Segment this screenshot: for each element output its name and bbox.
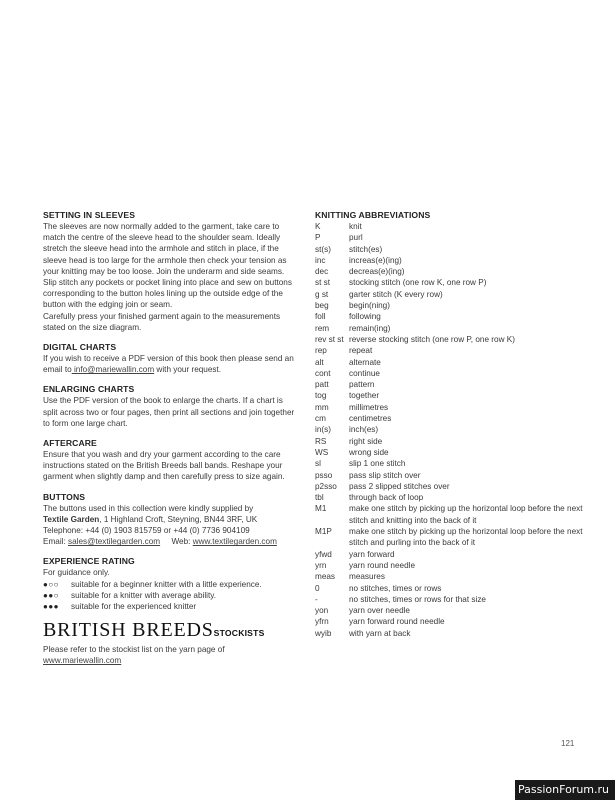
abbreviation-meaning: decreas(e)(ing) [349, 267, 405, 277]
text-line: stated on the size diagram. [43, 322, 142, 332]
abbreviation-row [315, 436, 590, 447]
text-line: instructions stated on the British Breeds ball bands. Reshape your [43, 461, 283, 471]
abbreviation-term: rep [315, 346, 327, 356]
abbreviation-term: tbl [315, 493, 324, 503]
section-heading: ENLARGING CHARTS [43, 384, 135, 395]
abbreviation-row [315, 447, 590, 458]
abbreviations-table [315, 221, 590, 639]
text-line: email to [43, 365, 72, 375]
rating-text: suitable for the experienced knitter [71, 602, 197, 612]
abbreviation-term: foll [315, 312, 326, 322]
abbreviation-row [315, 594, 590, 605]
supplier-address: , 1 Highland Croft, Steyning, BN44 3RF, UK [99, 514, 258, 524]
abbreviation-row [315, 583, 590, 594]
email-label: Email: [43, 537, 69, 547]
abbreviation-term: wyib [315, 628, 332, 638]
abbreviation-term: patt [315, 380, 329, 390]
abbreviation-row [315, 334, 590, 345]
text-line: Please refer to the stockist list on the yarn page of [43, 644, 225, 654]
abbreviation-meaning: make one stitch by picking up the horizontal loop before the next stitch and purling into the back of it [349, 527, 583, 548]
abbreviation-meaning: increas(e)(ing) [349, 255, 402, 265]
right-column [315, 210, 590, 639]
abbreviation-row [315, 458, 590, 469]
abbreviation-meaning: inch(es) [349, 425, 379, 435]
abbreviation-term: - [315, 594, 318, 604]
supplier-web-link[interactable]: www.textilegarden.com [192, 537, 277, 547]
abbreviation-row [315, 503, 590, 526]
rating-row [43, 579, 305, 590]
abbreviation-meaning: alternate [349, 357, 381, 367]
rating-dots-icon: ●●○ [43, 591, 59, 601]
stockists-text [43, 644, 305, 666]
abbreviation-row [315, 481, 590, 492]
digital-text [43, 353, 305, 375]
rating-dots-icon: ●●● [43, 602, 59, 612]
abbreviation-meaning: reverse stocking stitch (one row P, one row K) [349, 334, 515, 344]
abbreviation-row [315, 628, 590, 639]
abbreviation-row [315, 560, 590, 571]
abbreviation-term: psso [315, 470, 333, 480]
abbreviation-term: cm [315, 414, 326, 424]
abbreviation-row [315, 526, 590, 549]
abbreviation-term: M1P [315, 527, 332, 537]
abbreviation-row [315, 357, 590, 368]
abbreviations-heading: KNITTING ABBREVIATIONS [315, 210, 431, 220]
section-digital-charts [43, 342, 305, 375]
abbreviation-meaning: through back of loop [349, 493, 424, 503]
abbreviation-term: M1 [315, 504, 327, 514]
abbreviation-row [315, 379, 590, 390]
abbreviation-term: yfrn [315, 617, 329, 627]
abbreviation-term: rev st st [315, 334, 344, 344]
abbreviation-meaning: pattern [349, 380, 375, 390]
web-label: Web: [171, 537, 193, 547]
abbreviation-row [315, 549, 590, 560]
abbreviation-row [315, 616, 590, 627]
brand-logo: BRITISH BREEDS [43, 618, 214, 641]
abbreviation-row [315, 390, 590, 401]
rating-row [43, 601, 305, 612]
abbreviation-row [315, 232, 590, 243]
aftercare-text [43, 449, 305, 483]
abbreviation-meaning: measures [349, 572, 385, 582]
text-line: to form one large chart. [43, 418, 128, 428]
enlarging-text [43, 395, 305, 429]
abbreviation-meaning: right side [349, 436, 383, 446]
abbreviation-row [315, 323, 590, 334]
experience-intro: For guidance only. [43, 568, 110, 578]
watermark: PassionForum.ru [518, 783, 609, 796]
abbreviation-row [315, 402, 590, 413]
abbreviation-meaning: slip 1 one stitch [349, 459, 406, 469]
abbreviation-meaning: garter stitch (K every row) [349, 289, 443, 299]
abbreviation-term: tog [315, 391, 327, 401]
abbreviation-meaning: knit [349, 222, 362, 231]
abbreviation-meaning: begin(ning) [349, 301, 390, 311]
abbreviation-row [315, 289, 590, 300]
stockists-heading [43, 619, 305, 644]
text-line: sleeve head is too large for the armhole then check your tension as [43, 255, 287, 265]
abbreviation-term: beg [315, 301, 329, 311]
abbreviation-row [315, 221, 590, 232]
rating-text: suitable for a beginner knitter with a little experience. [71, 579, 262, 589]
abbreviation-meaning: no stitches, times or rows for that size [349, 594, 486, 604]
section-heading: SETTING IN SLEEVES [43, 210, 136, 220]
stockists-link[interactable]: www.mariewallin.com [43, 656, 122, 666]
abbreviation-meaning: purl [349, 233, 363, 243]
abbreviation-row [315, 492, 590, 503]
abbreviation-row [315, 244, 590, 255]
abbreviation-term: st st [315, 278, 331, 288]
text-line: with your request. [154, 365, 222, 375]
section-setting-in-sleeves [43, 210, 305, 333]
abbreviation-row [315, 255, 590, 266]
abbreviation-term: sl [315, 459, 321, 469]
abbreviation-meaning: remain(ing) [349, 323, 391, 333]
text-line: Carefully press your finished garment again to the measurements [43, 311, 281, 321]
section-heading: BUTTONS [43, 491, 86, 502]
page-number: 121 [561, 739, 575, 748]
text-line: The buttons used in this collection were kindly supplied by [43, 503, 254, 513]
section-experience-rating [43, 556, 305, 612]
section-buttons [43, 492, 305, 548]
abbreviation-row [315, 605, 590, 616]
abbreviation-term: yfwd [315, 549, 332, 559]
supplier-email-link[interactable]: sales@textilegarden.com [68, 537, 161, 547]
abbreviation-meaning: no stitches, times or rows [349, 583, 442, 593]
abbreviation-term: alt [315, 357, 324, 367]
abbreviation-meaning: continue [349, 368, 380, 378]
sleeves-text [43, 221, 305, 333]
abbreviation-row [315, 311, 590, 322]
abbreviation-row [315, 571, 590, 582]
rating-dots-icon: ●○○ [43, 579, 59, 589]
abbreviation-row [315, 470, 590, 481]
abbreviation-row [315, 345, 590, 356]
abbreviation-meaning: repeat [349, 346, 373, 356]
abbreviation-term: K [315, 222, 321, 231]
abbreviation-meaning: yarn over needle [349, 606, 410, 616]
abbreviation-term: P [315, 233, 321, 243]
section-aftercare [43, 438, 305, 483]
abbreviation-meaning: yarn forward round needle [349, 617, 445, 627]
text-line: corresponding to the button holes lining up the outside edge of the [43, 289, 283, 299]
abbreviation-meaning: millimetres [349, 402, 389, 412]
abbreviation-term: yon [315, 606, 329, 616]
abbreviation-term: in(s) [315, 425, 331, 435]
abbreviation-meaning: stocking stitch (one row K, one row P) [349, 278, 487, 288]
abbreviation-meaning: wrong side [349, 447, 389, 457]
text-line: Use the PDF version of the book to enlarge the charts. If a chart is [43, 396, 283, 406]
abbreviation-meaning: centimetres [349, 414, 392, 424]
email-link[interactable]: info@mariewallin.com [71, 365, 155, 375]
section-heading: EXPERIENCE RATING [43, 556, 135, 567]
text-line: split across two or four pages, then print all sections and join together [43, 407, 295, 417]
text-line: your knitting may be too loose. Join the underarm and side seams. [43, 266, 285, 276]
abbreviation-row [315, 300, 590, 311]
text-line: Ensure that you wash and dry your garment according to the care [43, 450, 281, 460]
rating-row [43, 590, 305, 601]
abbreviation-term: st(s) [315, 244, 331, 254]
text-line: If you wish to receive a PDF version of this book then please send an [43, 354, 294, 364]
abbreviation-term: inc [315, 255, 326, 265]
abbreviation-meaning: make one stitch by picking up the horizontal loop before the next stitch and knitting into the back of it [349, 504, 583, 525]
abbreviation-meaning: pass 2 slipped stitches over [349, 481, 450, 491]
text-line: Slip stitch any pockets or pocket lining into place and sew on buttons [43, 278, 292, 288]
abbreviation-row [315, 368, 590, 379]
abbreviation-term: yrn [315, 560, 327, 570]
abbreviation-term: g st [315, 289, 329, 299]
left-column [43, 210, 305, 666]
abbreviation-meaning: with yarn at back [349, 628, 411, 638]
abbreviation-meaning: stitch(es) [349, 244, 383, 254]
text-line: button with the edging join or seam. [43, 300, 173, 310]
abbreviation-term: cont [315, 368, 331, 378]
abbreviation-meaning: following [349, 312, 381, 322]
abbreviation-row [315, 277, 590, 288]
abbreviation-row [315, 413, 590, 424]
abbreviation-row [315, 266, 590, 277]
abbreviation-meaning: together [349, 391, 380, 401]
section-stockists [43, 619, 305, 666]
supplier-name: Textile Garden [43, 514, 100, 524]
buttons-text [43, 503, 305, 548]
section-heading: AFTERCARE [43, 438, 97, 449]
section-heading: DIGITAL CHARTS [43, 342, 117, 353]
stockists-label: STOCKISTS [213, 627, 265, 638]
abbreviation-row [315, 424, 590, 435]
abbreviation-term: mm [315, 402, 329, 412]
abbreviation-meaning: pass slip stitch over [349, 470, 421, 480]
abbreviation-term: meas [315, 572, 336, 582]
text-line: garment when slightly damp and then carefully press to size again. [43, 472, 285, 482]
abbreviation-term: dec [315, 267, 329, 277]
abbreviation-term: RS [315, 436, 327, 446]
abbreviation-meaning: yarn forward [349, 549, 395, 559]
text-line: The sleeves are now normally added to the garment, take care to [43, 222, 280, 231]
abbreviation-term: p2sso [315, 481, 337, 491]
text-line: match the centre of the sleeve head to the shoulder seam. Ideally [43, 233, 281, 243]
supplier-phone: Telephone: +44 (0) 1903 815759 or +44 (0) 7736 904109 [43, 526, 250, 536]
text-line: stretch the sleeve head into the armhole and stitch in place, if the [43, 244, 279, 254]
abbreviation-term: WS [315, 447, 329, 457]
abbreviation-meaning: yarn round needle [349, 560, 416, 570]
rating-text: suitable for a knitter with average ability. [71, 591, 217, 601]
abbreviation-term: 0 [315, 583, 320, 593]
abbreviation-term: rem [315, 323, 330, 333]
section-enlarging-charts [43, 384, 305, 429]
